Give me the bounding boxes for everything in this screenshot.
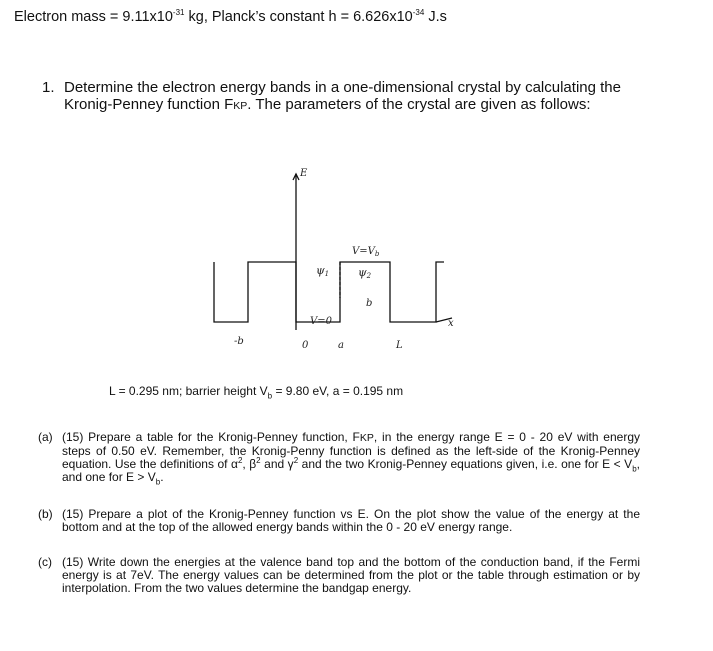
constants-line — [14, 9, 447, 25]
planck-exponent: -34 — [412, 8, 425, 18]
question-1 — [42, 79, 642, 115]
part-c-label: (c) — [38, 555, 52, 569]
v-zero-label: V=0 — [310, 316, 332, 327]
x-axis-label: x — [448, 318, 454, 329]
part-a-text: (15) Prepare a table for the Kronig-Penney function, FKP, in the energy range E = 0 - 20 eV with energy steps of 0.50 eV. Remember, the Kronig-Penny function is defined as the left-side of the Kronig-Penney equation. Use the definitions of $\alpha^2$, $\beta^2$ and $\gamma^2$ and the two Kronig-Penney equations given, i.e. one for $E < V_b$, and one for $E > V_b$. — [62, 430, 641, 487]
question-text: Determine the electron energy bands in a one-dimensional crystal by calculating the Kronig-Penney function FKP. The parameters of the crystal are given as follows: — [64, 79, 621, 113]
question-number: 1. — [42, 79, 55, 96]
potential-sketch — [200, 162, 470, 354]
part-a — [38, 430, 641, 487]
part-b — [38, 508, 640, 534]
kronig-penney-potential-diagram — [200, 162, 470, 354]
electron-mass-text: Electron mass = 9.11x10 — [14, 9, 173, 25]
part-b-text: (15) Prepare a plot of the Kronig-Penney function vs E. On the plot show the value of the energy at the bottom and at the top of the allowed energy bands within the 0 - 20 eV energy range. — [62, 507, 640, 534]
crystal-parameters: L = 0.295 nm; barrier height $V_b = 9.80$ eV, a = 0.195 nm — [109, 384, 404, 401]
planck-constant-text: kg, Planck’s constant h = 6.626x10 — [184, 9, 413, 25]
l-label: L — [396, 340, 403, 351]
mass-exponent: -31 — [172, 8, 185, 18]
e-axis-label: E — [300, 168, 308, 179]
v-barrier-label: $V=V_b$ — [352, 246, 380, 258]
a-label: a — [338, 340, 344, 351]
planck-unit: J.s — [424, 9, 447, 25]
part-c-text: (15) Write down the energies at the valence band top and the bottom of the conduction band, if the Fermi energy is at 7eV. The energy values can be determined from the plot or the table through estimation or by interpolation. From the two values determine the bandgap energy. — [62, 555, 640, 595]
fkp-subscript: KP — [233, 100, 248, 112]
b-label: b — [366, 298, 373, 309]
psi2-label: ψ2 — [358, 266, 372, 280]
part-c — [38, 556, 640, 595]
zero-label: 0 — [302, 340, 309, 351]
part-b-label: (b) — [38, 507, 53, 521]
minus-b-label: -b — [234, 336, 244, 347]
psi1-label: ψ1 — [316, 264, 330, 278]
part-a-label: (a) — [38, 430, 53, 444]
